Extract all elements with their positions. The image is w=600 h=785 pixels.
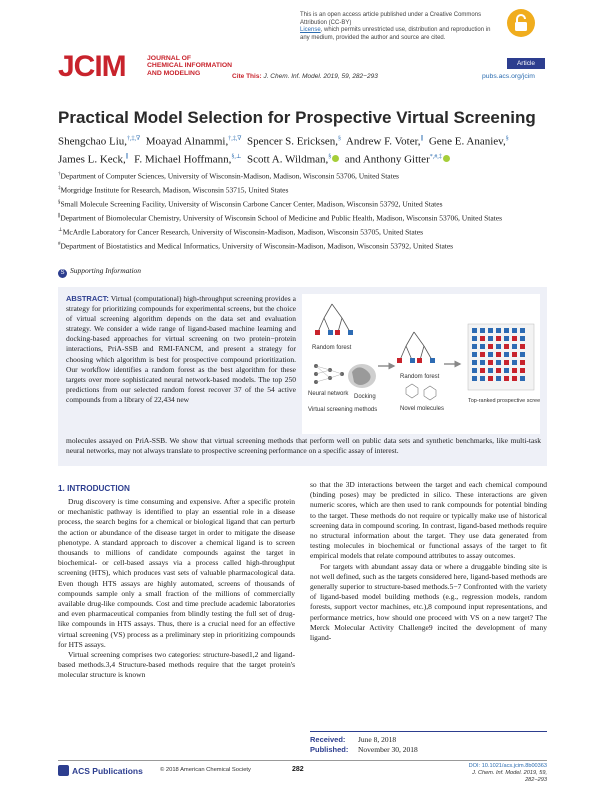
supporting-information-link[interactable]: S Supporting Information	[58, 266, 141, 278]
toc-label: Top-ranked prospective screen	[468, 398, 540, 404]
abstract-text: ABSTRACT: Virtual (computational) high-throughput screening provides a strategy for prioritizing compounds for experimental screens, but the choice of virtual screening algorithm depends on the data set and evaluation strategy. We consider a wide range of ligand-based machine learning and docking-based approaches for virtual screening on two protein−protein interactions, PriA-SSB and RMI-FANCM, and present a strategy for choosing which algorithm is best for prospective compound prioritization. Our workflow identifies a random forest as the best algorithm for these targets over more sophisticated neural network-based models. The top 250 predictions from our selected random forest recover 37 of the 54 active compounds from a library of 22,434 new	[66, 294, 296, 404]
journal-url[interactable]: pubs.acs.org/jcim	[482, 73, 535, 80]
toc-label: Virtual screening methods	[308, 407, 378, 413]
cite-this[interactable]: Cite This: J. Chem. Inf. Model. 2019, 59, 282−293	[232, 73, 378, 80]
license-link[interactable]: License	[300, 27, 321, 34]
toc-graphic	[302, 294, 540, 434]
supporting-info-icon: S	[58, 269, 67, 278]
page-number: 282	[292, 766, 304, 773]
docking-protein-icon	[348, 364, 376, 388]
paragraph: Virtual screening comprises two categories: structure-based1,2 and ligand-based methods.3,4 Structure-based methods require that the target protein's molecular structure is known	[58, 650, 295, 680]
screening-plate-grid	[468, 324, 534, 390]
abstract-text-continued: molecules assayed on PriA-SSB. We show that virtual screening methods that perform well on public data sets and synthetic benchmarks, like multi-task neural networks, may not always translate to prospective screening performance on a specific assay of interest.	[66, 436, 541, 456]
acs-publications-logo[interactable]: ACS Publications	[58, 765, 143, 776]
publication-dates: Received: June 8, 2018 Published: November 30, 2018	[310, 735, 418, 754]
paragraph: For targets with abundant assay data or where a druggable binding site is not well defined, such as the targets considered here, ligand-based methods are generally superior to structure-based methods.5−7 Confronted with the variety of ligand-based model building methods (e.g., regression models, random forests, support vector machines, etc.),8 compound input representations, and performance metrics, how should one proceed with VS on a new target? The Merck Molecular Activity Challenge9 incited the development of many ligand-	[310, 561, 547, 643]
neural-network-icon	[314, 364, 344, 384]
affiliation: ∥Department of Biomolecular Chemistry, University of Wisconsin School of Medicine and Public Health, Madison, Wisconsin 53706, United States	[58, 213, 503, 223]
open-access-badge-icon	[507, 9, 535, 37]
open-access-notice: This is an open access article published under a Creative Commons Attribution (CC-BY) License, which permits unrestricted use, distribution and reproduction in any medium, provided the author and source are cited.	[300, 12, 491, 41]
journal-logo: JCIM	[58, 50, 126, 83]
orcid-icon[interactable]	[332, 155, 339, 162]
affiliation: ⊥McArdle Laboratory for Cancer Research, University of Wisconsin-Madison, Madison, Wisconsin 53705, United States	[58, 227, 423, 237]
selected-forest-icon	[400, 332, 432, 360]
author-line-1: Shengchao Liu,†,‡,∇ Moayad Alnammi,†,‡,∇ Spencer S. Ericksen,§ Andrew F. Voter,∥ Gene E. Ananiev,§	[58, 135, 509, 148]
author-list	[58, 132, 548, 168]
acs-logo-icon	[58, 765, 69, 776]
toc-label: Docking	[354, 394, 376, 400]
author-line-2: James L. Keck,∥ F. Michael Hoffmann,§,⊥ Scott A. Wildman,§ and Anthony Gitter*,#,‡	[58, 150, 548, 168]
orcid-icon[interactable]	[443, 155, 450, 162]
toc-label: Random forest	[312, 345, 352, 351]
affiliation: #Department of Biostatistics and Medical Informatics, University of Wisconsin-Madison, Madison, Wisconsin 53792, United States	[58, 241, 454, 251]
section-heading-introduction: 1. INTRODUCTION	[58, 484, 130, 493]
doi-link[interactable]: DOI: 10.1021/acs.jcim.8b00363	[468, 763, 547, 769]
doi-citation: DOI: 10.1021/acs.jcim.8b00363 J. Chem. Inf. Model. 2019, 59, 282−293	[452, 763, 547, 783]
footer-divider	[58, 760, 547, 761]
journal-name: JOURNAL OF CHEMICAL INFORMATION AND MODELING	[147, 55, 233, 77]
paragraph: so that the 3D interactions between the target and each chemical compound (binding poses) may be predicted in silico. These interactions are given numeric scores, which are then used to rank compounds for potential binding to the target. These methods do not require or typically make use of historical screening data in compound scoring. In contrast, ligand-based methods require no structural information about the target. They use data generated from testing molecules in biochemical or functional assays of the target to fit empirical models that relate compound attributes to assay outcomes.	[310, 480, 547, 561]
article-type-tag: Article	[507, 58, 545, 69]
cite-label: Cite This:	[232, 73, 262, 80]
paragraph: Drug discovery is time consuming and expensive. After a specific protein or mechanistic pathway is identified to play an essential role in a disease process, the search begins for a chemical or biological ligand that can perturb the action or abundance of the disease target in order to mitigate the disease phenotype. A standard approach to discover a chemical ligand is to screen thousands to millions of candidate compounds against the target in biochemical- or cell-based assays via a process called high-throughput screening (HTS), which produces vast sets of valuable pharmacological data. Even though HTS assays are highly automated, screens of thousands of compounds sample only a small fraction of the millions of commercially available drug-like compounds. Cost and time preclude academic laboratories and even pharmaceutical companies from blindly testing the full set of drug-like compounds in HTS assays. Thus, there is a crucial need for an effective virtual screening (VS) process as a preliminary step in prioritizing compounds for HTS assays.	[58, 497, 295, 649]
body-column-left	[58, 497, 295, 681]
dates-divider	[310, 731, 547, 732]
body-column-right	[310, 480, 547, 643]
novel-molecules-icon	[406, 384, 436, 400]
random-forest-icon	[318, 304, 350, 332]
paper-title: Practical Model Selection for Prospective Virtual Screening	[58, 108, 536, 127]
affiliation: ‡Morgridge Institute for Research, Madison, Wisconsin 53715, United States	[58, 185, 289, 195]
copyright: © 2018 American Chemical Society	[160, 767, 251, 773]
toc-label: Random forest	[400, 374, 440, 380]
affiliation: §Small Molecule Screening Facility, University of Wisconsin Carbone Cancer Center, Madison, Wisconsin 53792, United States	[58, 199, 443, 209]
affiliations	[58, 170, 543, 253]
affiliation: †Department of Computer Sciences, University of Wisconsin-Madison, Madison, Wisconsin 53706, United States	[58, 171, 399, 181]
toc-label: Novel molecules	[400, 406, 445, 412]
toc-label: Neural network	[308, 391, 349, 397]
